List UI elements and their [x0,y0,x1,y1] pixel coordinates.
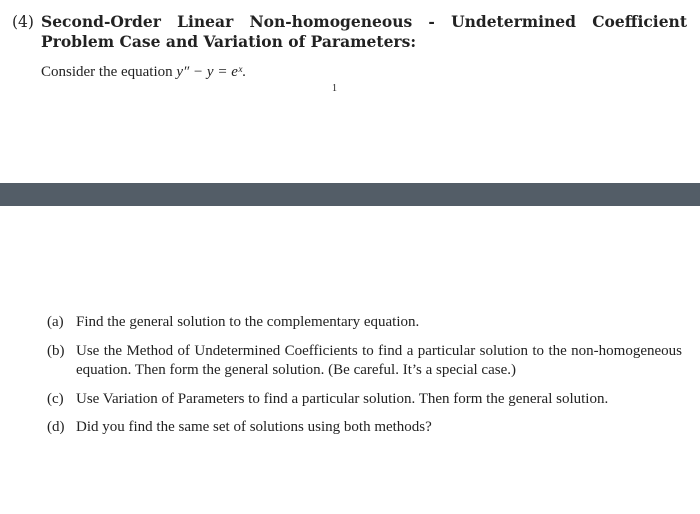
page-number: 1 [332,83,337,94]
page-divider-band [0,183,700,206]
part-label: (c) [47,390,64,407]
parts-list [0,313,700,447]
part-text: Did you find the same set of solutions using both methods? [76,419,432,435]
part-d [0,418,700,438]
part-a [0,313,700,333]
page-top-section [0,0,700,183]
part-text: Use Variation of Parameters to find a particular solution. Then form the general solution. [76,390,609,407]
part-text: Find the general solution to the complementary equation. [76,314,420,330]
part-label: (b) [47,342,65,359]
problem-number: (4) [12,13,34,31]
part-c [0,390,700,410]
problem-title: Second-Order Linear Non-homogeneous - Undetermined Coefficient Problem Case and Variation of Parameters: [41,12,687,51]
part-label: (d) [47,419,65,435]
statement-prefix: Consider the equation [41,64,177,80]
part-label: (a) [47,314,64,330]
statement-suffix: . [242,64,246,80]
part-text: Use the Method of Undetermined Coefficients to find a particular solution to the non-homogeneous equation. Then form the general solution. (Be careful. It’s a special case.) [76,342,682,378]
part-b [0,342,700,381]
problem-statement [41,62,246,82]
equation: y″ − y = eˣ [176,64,243,80]
